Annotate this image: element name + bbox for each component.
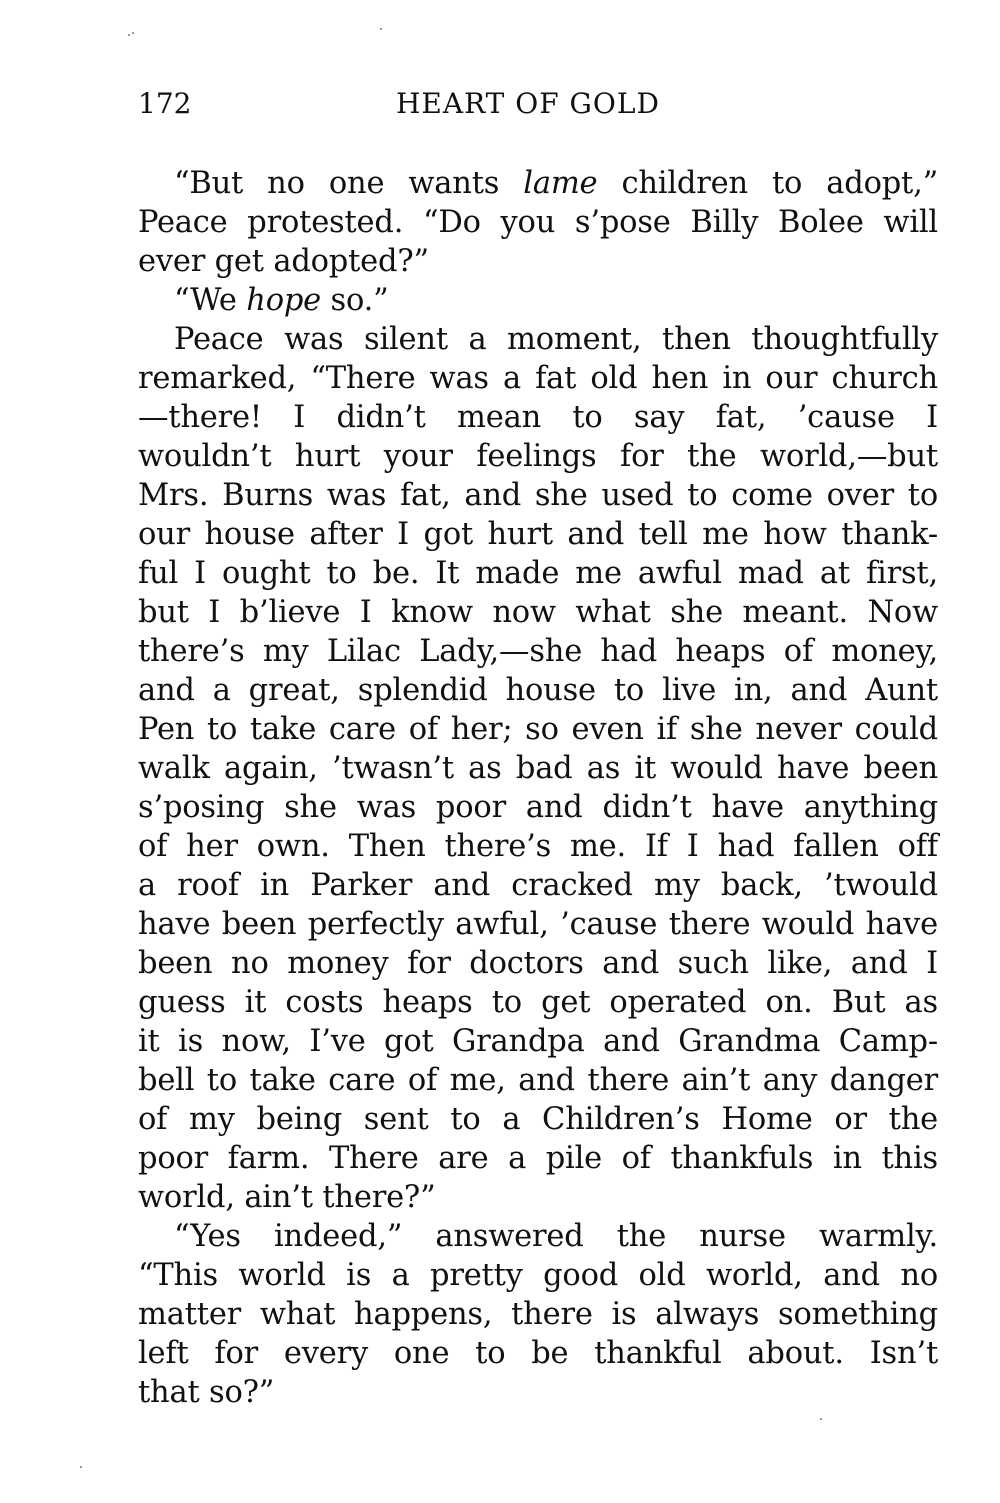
print-speck bbox=[820, 1418, 822, 1420]
emphasis: hope bbox=[246, 283, 322, 318]
text-line: it is now, I’ve got Grandpa and Grandma Camp- bbox=[138, 1024, 938, 1059]
print-speck bbox=[80, 1466, 82, 1468]
paragraph bbox=[138, 320, 938, 1217]
text-line: but I b’lieve I know now what she meant. Now bbox=[138, 595, 938, 630]
text-line: guess it costs heaps to get operated on. But as bbox=[138, 985, 938, 1020]
text-line: “But no one wants lame children to adopt,” bbox=[174, 166, 938, 201]
text-line: world, ain’t there?” bbox=[138, 1180, 436, 1215]
text-line: remarked, “There was a fat old hen in our church bbox=[138, 361, 938, 396]
print-speck bbox=[132, 32, 134, 34]
text-line: walk again, ’twasn’t as bad as it would have been bbox=[138, 751, 938, 786]
text-line: matter what happens, there is always something bbox=[138, 1297, 938, 1332]
text-line: “We hope so.” bbox=[174, 283, 389, 318]
book-title: HEART OF GOLD bbox=[396, 87, 660, 120]
text-line: Mrs. Burns was fat, and she used to come over to bbox=[138, 478, 938, 513]
text-line: of her own. Then there’s me. If I had fallen off bbox=[138, 829, 938, 864]
text-line: “Yes indeed,” answered the nurse warmly. bbox=[174, 1219, 938, 1254]
print-speck bbox=[380, 28, 382, 30]
paragraph bbox=[138, 164, 938, 281]
text-line: wouldn’t hurt your feelings for the world,—but bbox=[138, 439, 938, 474]
text-line: s’posing she was poor and didn’t have anything bbox=[138, 790, 938, 825]
print-speck bbox=[128, 34, 130, 36]
text-line: poor farm. There are a pile of thankfuls in this bbox=[138, 1141, 938, 1176]
text-line: ful I ought to be. It made me awful mad at first, bbox=[138, 556, 938, 591]
text-line: that so?” bbox=[138, 1375, 275, 1410]
text-line: ever get adopted?” bbox=[138, 244, 429, 279]
text-line: Peace was silent a moment, then thoughtfully bbox=[174, 322, 938, 357]
text-line: bell to take care of me, and there ain’t any danger bbox=[138, 1063, 938, 1098]
paragraph bbox=[138, 1217, 938, 1412]
text-line: —there! I didn’t mean to say fat, ’cause I bbox=[138, 400, 938, 435]
text-line: Pen to take care of her; so even if she never could bbox=[138, 712, 938, 747]
paragraph bbox=[138, 281, 938, 320]
text-line: there’s my Lilac Lady,—she had heaps of money, bbox=[138, 634, 938, 669]
text-line: our house after I got hurt and tell me how thank- bbox=[138, 517, 938, 552]
text-line: have been perfectly awful, ’cause there would have bbox=[138, 907, 938, 942]
text-line: “This world is a pretty good old world, and no bbox=[138, 1258, 938, 1293]
text-line: been no money for doctors and such like, and I bbox=[138, 946, 938, 981]
body-text bbox=[138, 164, 938, 1412]
text-line: Peace protested. “Do you s’pose Billy Bolee will bbox=[138, 205, 938, 240]
text-line: of my being sent to a Children’s Home or the bbox=[138, 1102, 938, 1137]
text-line: a roof in Parker and cracked my back, ’twould bbox=[138, 868, 938, 903]
text-line: and a great, splendid house to live in, and Aunt bbox=[138, 673, 938, 708]
page-number: 172 bbox=[138, 87, 192, 120]
text-line: left for every one to be thankful about. Isn’t bbox=[138, 1336, 938, 1371]
emphasis: lame bbox=[523, 166, 598, 201]
running-head bbox=[138, 84, 938, 124]
